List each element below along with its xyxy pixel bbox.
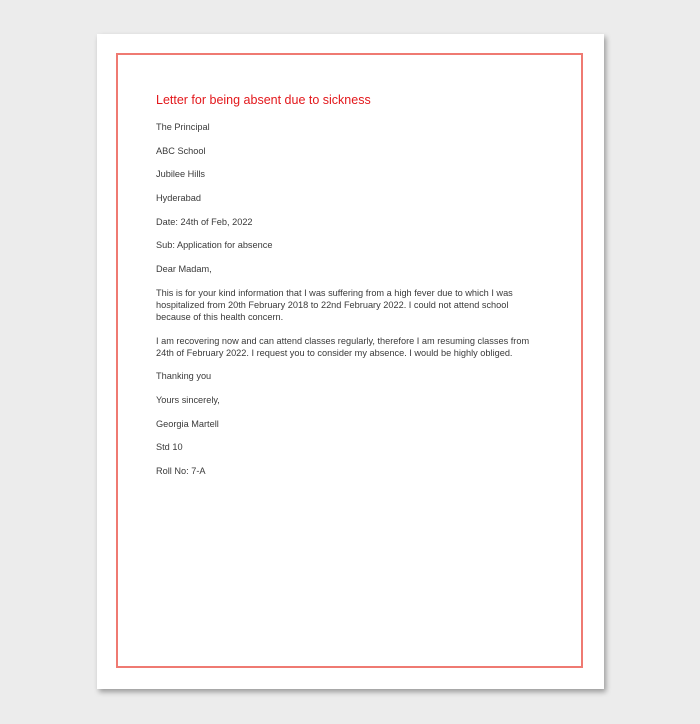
closing-line: Yours sincerely, <box>156 394 220 405</box>
salutation-line: Dear Madam, <box>156 264 212 275</box>
sender-name: Georgia Martell <box>156 418 219 429</box>
thanks-line: Thanking you <box>156 371 212 382</box>
document-page <box>97 34 604 689</box>
body-paragraph: I am recovering now and can attend classes regularly, therefore I am resuming classes from 24th of February 2022. I request you to consider my absence. I would be highly obliged. <box>156 335 530 358</box>
letter-title: Letter for being absent due to sickness <box>156 93 371 107</box>
subject-line: Sub: Application for absence <box>156 240 273 251</box>
area-line: Jubilee Hills <box>156 169 206 180</box>
school-line: ABC School <box>156 145 206 156</box>
recipient-line: The Principal <box>156 122 210 132</box>
date-line: Date: 24th of Feb, 2022 <box>156 216 253 227</box>
roll-number: Roll No: 7-A <box>156 465 206 476</box>
city-line: Hyderabad <box>156 193 201 204</box>
sender-class: Std 10 <box>156 442 183 453</box>
letter-content <box>156 92 544 489</box>
body-paragraph: This is for your kind information that I was suffering from a high fever due to which I was hospitalized from 20th February 2018 to 22nd February 2022. I could not attend school because of this health concern. <box>156 287 513 322</box>
